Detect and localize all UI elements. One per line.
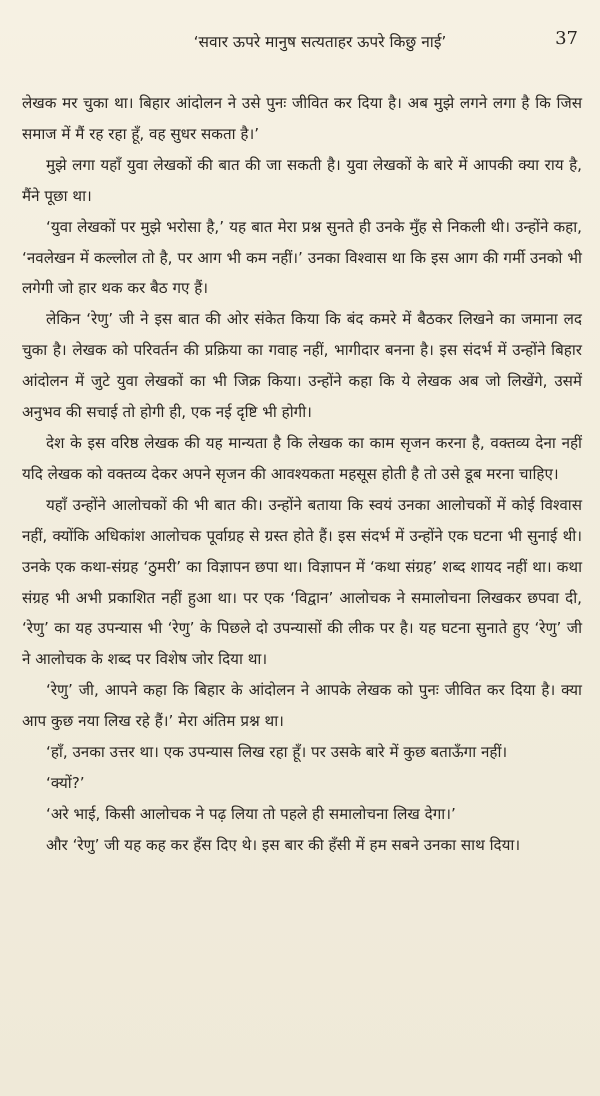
paragraph-5: देश के इस वरिष्ठ लेखक की यह मान्यता है कि लेखक का काम सृजन करना है, वक्तव्य देना नहीं यदि लेखक को वक्तव्य देकर अपने सृजन की आवश्यकता महसूस होती है तो उसे डूब मरना चाहिए। xyxy=(22,433,582,483)
paragraph-4: लेकिन ‘रेणु’ जी ने इस बात की ओर संकेत किया कि बंद कमरे में बैठकर लिखने का जमाना लद चुका है। लेखक को परिवर्तन की प्रक्रिया का गवाह नहीं, भागीदार बनना है। इस संदर्भ में उन्होंने बिहार आंदोलन में जुटे युवा लेखकों का भी जिक्र किया। उन्होंने कहा कि ये लेखक अब जो लिखेंगे, उसमें अनुभव की सचाई तो होगी ही, एक नई दृष्टि भी होगी। xyxy=(22,310,582,422)
paragraph-1: लेखक मर चुका था। बिहार आंदोलन ने उसे पुनः जीवित कर दिया है। अब मुझे लगने लगा है कि जिस समाज में मैं रह रहा हूँ, वह सुधर सकता है।’ xyxy=(22,94,582,143)
body-text xyxy=(22,88,582,861)
paragraph-7: ‘रेणु’ जी, आपने कहा कि बिहार के आंदोलन ने आपके लेखक को पुनः जीवित कर दिया है। क्या आप कुछ नया लिख रहे हैं।’ मेरा अंतिम प्रश्न था। xyxy=(22,681,582,731)
paragraph-11: और ‘रेणु’ जी यह कह कर हँस दिए थे। इस बार की हँसी में हम सबने उनका साथ दिया। xyxy=(46,835,521,854)
paragraph-8: ‘हाँ, उनका उत्तर था। एक उपन्यास लिख रहा हूँ। पर उसके बारे में कुछ बताऊँगा नहीं। xyxy=(46,743,508,762)
page-number: 37 xyxy=(555,28,578,49)
paragraph-10: ‘अरे भाई, किसी आलोचक ने पढ़ लिया तो पहले ही समालोचना लिख देगा।’ xyxy=(46,804,456,823)
paragraph-2: मुझे लगा यहाँ युवा लेखकों की बात की जा सकती है। युवा लेखकों के बारे में आपकी क्या राय है, मैंने पूछा था। xyxy=(22,155,582,205)
running-head: ‘सवार ऊपरे मानुष सत्यताहर ऊपरे किछु नाई’ xyxy=(193,33,447,51)
paragraph-6: यहाँ उन्होंने आलोचकों की भी बात की। उन्होंने बताया कि स्वयं उनका आलोचकों में कोई विश्वास नहीं, क्योंकि अधिकांश आलोचक पूर्वाग्रह से ग्रस्त होते हैं। इस संदर्भ में उन्होंने एक घटना भी सुनाई थी। उनके एक कथा-संग्रह ‘ठुमरी’ का विज्ञापन छपा था। विज्ञापन में ‘कथा संग्रह’ शब्द शायद नहीं था। कथा संग्रह भी अभी प्रकाशित नहीं हुआ था। पर एक ‘विद्वान’ आलोचक ने समालोचना लिखकर छपवा दी, ‘रेणु’ का यह उपन्यास भी ‘रेणु’ के पिछले दो उपन्यासों की लीक पर है। यह घटना सुनाते हुए ‘रेणु’ जी ने आलोचक के शब्द पर विशेष जोर दिया था। xyxy=(22,495,582,669)
paragraph-3: ‘युवा लेखकों पर मुझे भरोसा है,’ यह बात मेरा प्रश्न सुनते ही उनके मुँह से निकली थी। उन्होंने कहा, ‘नवलेखन में कल्लोल तो है, पर आग भी कम नहीं।’ उनका विश्वास था कि इस आग की गर्मी उनको भी लगेगी जो हार थक कर बैठ गए हैं। xyxy=(22,217,582,298)
paragraph-9: ‘क्यों?’ xyxy=(46,773,85,792)
